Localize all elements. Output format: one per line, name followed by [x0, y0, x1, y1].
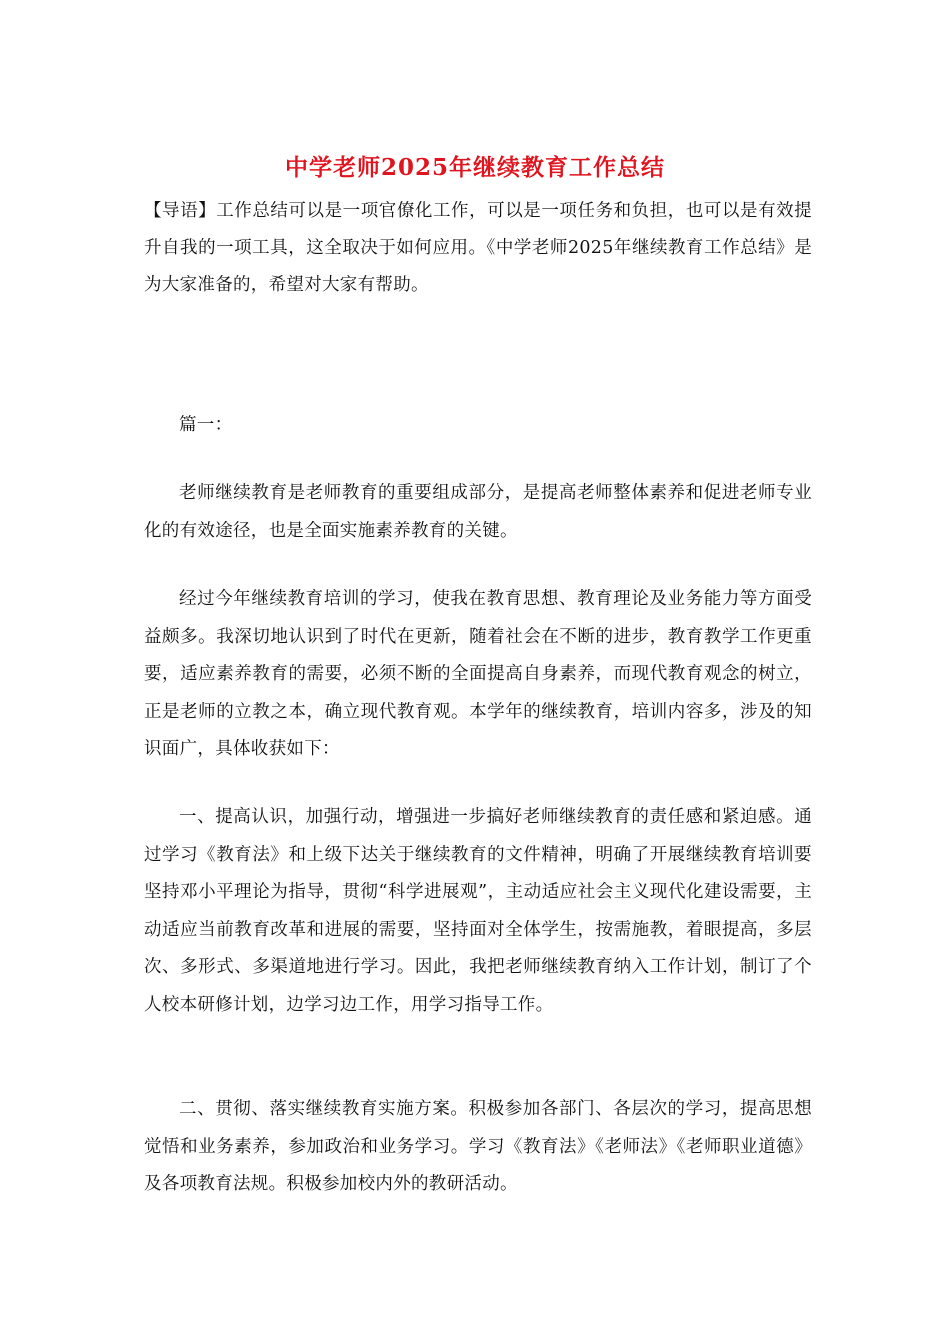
body-paragraph: 二、贯彻、落实继续教育实施方案。积极参加各部门、各层次的学习，提高思想觉悟和业务素养，参加政治和业务学习。学习《教育法》《老师法》《老师职业道德》及各项教育法规。积极参加校内外的教研活动。: [144, 1099, 812, 1194]
body-paragraph: 经过今年继续教育培训的学习，使我在教育思想、教育理论及业务能力等方面受益颇多。我深切地认识到了时代在更新，随着社会在不断的进步，教育教学工作更重要，适应素养教育的需要，必须不断的全面提高自身素养，而现代教育观念的树立，正是老师的立教之本，确立现代教育观。本学年的继续教育，培训内容多，涉及的知识面广，具体收获如下：: [144, 589, 812, 759]
document-title: 中学老师2025年继续教育工作总结: [284, 154, 665, 181]
body-paragraph: 一、提高认识，加强行动，增强进一步搞好老师继续教育的责任感和紧迫感。通过学习《教育法》和上级下达关于继续教育的文件精神，明确了开展继续教育培训要坚持邓小平理论为指导，贯彻“科学进展观”，主动适应社会主义现代化建设需要，主动适应当前教育改革和进展的需要，坚持面对全体学生，按需施教，着眼提高，多层次、多形式、多渠道地进行学习。因此，我把老师继续教育纳入工作计划，制订了个人校本研修计划，边学习边工作，用学习指导工作。: [144, 807, 812, 1015]
body-paragraph: 老师继续教育是老师教育的重要组成部分，是提高老师整体素养和促进老师专业化的有效途径，也是全面实施素养教育的关键。: [144, 483, 812, 541]
section-heading: 篇一：: [179, 415, 233, 435]
intro-paragraph: 【导语】工作总结可以是一项官僚化工作，可以是一项任务和负担，也可以是有效提升自我的一项工具，这全取决于如何应用。《中学老师2025年继续教育工作总结》是为大家准备的，希望对大家有帮助。: [144, 201, 812, 295]
